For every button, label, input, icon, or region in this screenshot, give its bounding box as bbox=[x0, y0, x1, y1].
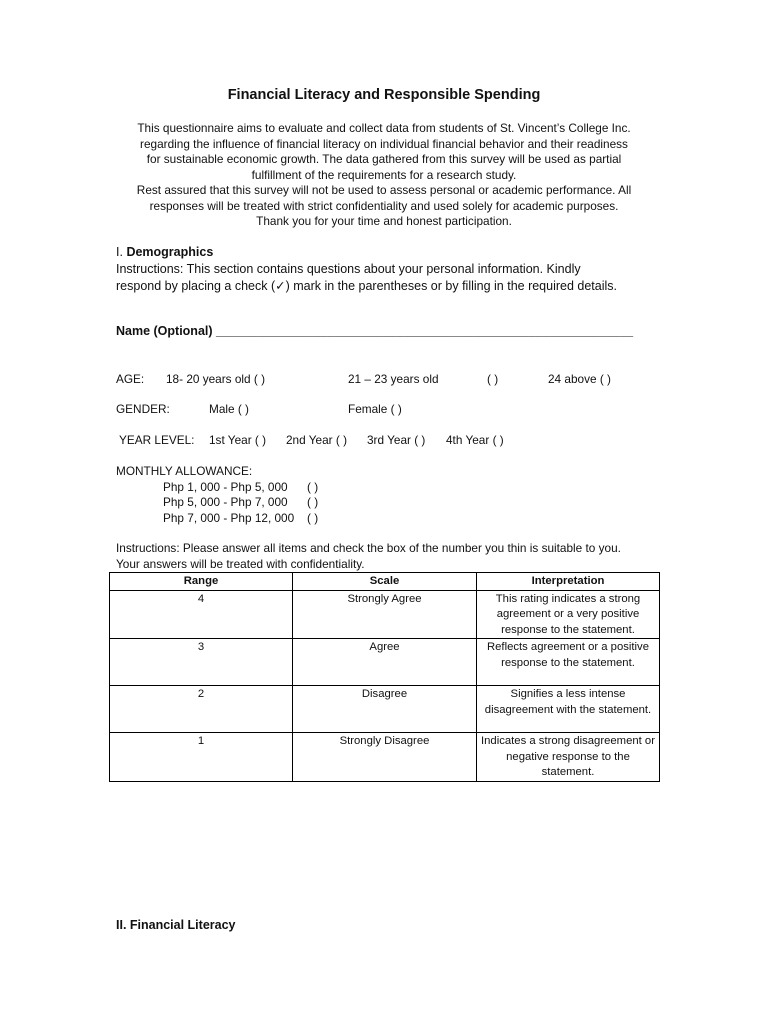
scale-instructions bbox=[116, 540, 676, 572]
gender-option-male[interactable]: Male ( ) bbox=[209, 402, 249, 416]
scale-cell: Strongly Agree bbox=[293, 590, 477, 639]
age-option-18-20[interactable]: 18- 20 years old ( ) bbox=[166, 372, 266, 386]
year-level-option-3rd[interactable]: 3rd Year ( ) bbox=[367, 433, 426, 447]
section-title: Demographics bbox=[126, 245, 214, 259]
scale-cell: Disagree bbox=[293, 686, 477, 733]
instruction-line: Instructions: Please answer all items and check the box of the number you thin is suitable to you. bbox=[116, 541, 621, 555]
year-level-option-2nd[interactable]: 2nd Year ( ) bbox=[286, 433, 347, 447]
allowance-option-checkbox[interactable]: ( ) bbox=[307, 480, 319, 494]
allowance-label: MONTHLY ALLOWANCE: bbox=[116, 464, 253, 478]
age-option-24-above[interactable]: 24 above ( ) bbox=[548, 372, 611, 386]
document-title: Financial Literacy and Responsible Spending bbox=[227, 87, 541, 103]
intro-line: fulfillment of the requirements for a research study. bbox=[251, 167, 517, 182]
allowance-option-checkbox[interactable]: ( ) bbox=[307, 511, 319, 525]
gender-option-female[interactable]: Female ( ) bbox=[348, 402, 402, 416]
intro-line: Rest assured that this survey will not be used to assess personal or academic performance. All bbox=[136, 183, 632, 197]
interpretation-cell: Reflects agreement or a positive response to the statement. bbox=[477, 639, 660, 686]
section-demographics-heading bbox=[116, 245, 213, 259]
age-option-21-23-checkbox[interactable]: ( ) bbox=[487, 372, 499, 386]
intro-line: regarding the influence of financial literacy on individual financial behavior and their readiness bbox=[140, 136, 628, 151]
section-financial-literacy-heading: II. Financial Literacy bbox=[116, 918, 236, 932]
intro-line: Thank you for your time and honest participation. bbox=[256, 214, 512, 228]
intro-paragraph bbox=[116, 121, 652, 230]
age-label: AGE: bbox=[116, 372, 145, 386]
allowance-option-range: Php 7, 000 - Php 12, 000 bbox=[163, 511, 295, 525]
column-header-scale: Scale bbox=[293, 573, 477, 591]
intro-line: responses will be treated with strict confidentiality and used solely for academic purposes. bbox=[149, 198, 619, 213]
intro-line: This questionnaire aims to evaluate and collect data from students of St. Vincent’s College Inc. bbox=[137, 121, 631, 135]
section-number: I. bbox=[116, 245, 123, 259]
range-cell: 1 bbox=[110, 733, 293, 782]
range-cell: 2 bbox=[110, 686, 293, 733]
table-row bbox=[110, 733, 660, 782]
allowance-option-checkbox[interactable]: ( ) bbox=[307, 495, 319, 509]
intro-line: for sustainable economic growth. The data gathered from this survey will be used as partial bbox=[146, 152, 622, 166]
scale-cell: Strongly Disagree bbox=[293, 733, 477, 782]
table-row bbox=[110, 639, 660, 686]
range-cell: 3 bbox=[110, 639, 293, 686]
range-cell: 4 bbox=[110, 590, 293, 639]
demographics-instructions bbox=[116, 261, 676, 294]
table-row bbox=[110, 686, 660, 733]
year-level-label: YEAR LEVEL: bbox=[119, 433, 195, 447]
interpretation-cell: Indicates a strong disagreement or negative response to the statement. bbox=[477, 733, 660, 782]
column-header-range: Range bbox=[110, 573, 293, 591]
allowance-option-range: Php 1, 000 - Php 5, 000 bbox=[163, 480, 288, 494]
interpretation-cell: Signifies a less intense disagreement with the statement. bbox=[477, 686, 660, 733]
scale-cell: Agree bbox=[293, 639, 477, 686]
year-level-option-4th[interactable]: 4th Year ( ) bbox=[446, 433, 504, 447]
table-row bbox=[110, 590, 660, 639]
allowance-option-range: Php 5, 000 - Php 7, 000 bbox=[163, 495, 288, 509]
instruction-line: Your answers will be treated with confidentiality. bbox=[116, 557, 365, 571]
year-level-option-1st[interactable]: 1st Year ( ) bbox=[209, 433, 267, 447]
rating-scale-table bbox=[109, 572, 660, 782]
column-header-interpretation: Interpretation bbox=[477, 573, 660, 591]
age-option-21-23: 21 – 23 years old bbox=[348, 372, 439, 386]
table-header-row bbox=[110, 573, 660, 591]
interpretation-cell: This rating indicates a strong agreement or a very positive response to the statement. bbox=[477, 590, 660, 639]
instruction-line: Instructions: This section contains questions about your personal information. Kindly bbox=[116, 262, 581, 276]
name-field[interactable]: Name (Optional) ____________________________________________________________ bbox=[116, 324, 634, 338]
instruction-line: respond by placing a check (✓) mark in the parentheses or by filling in the required details. bbox=[116, 278, 618, 293]
gender-label: GENDER: bbox=[116, 402, 170, 416]
